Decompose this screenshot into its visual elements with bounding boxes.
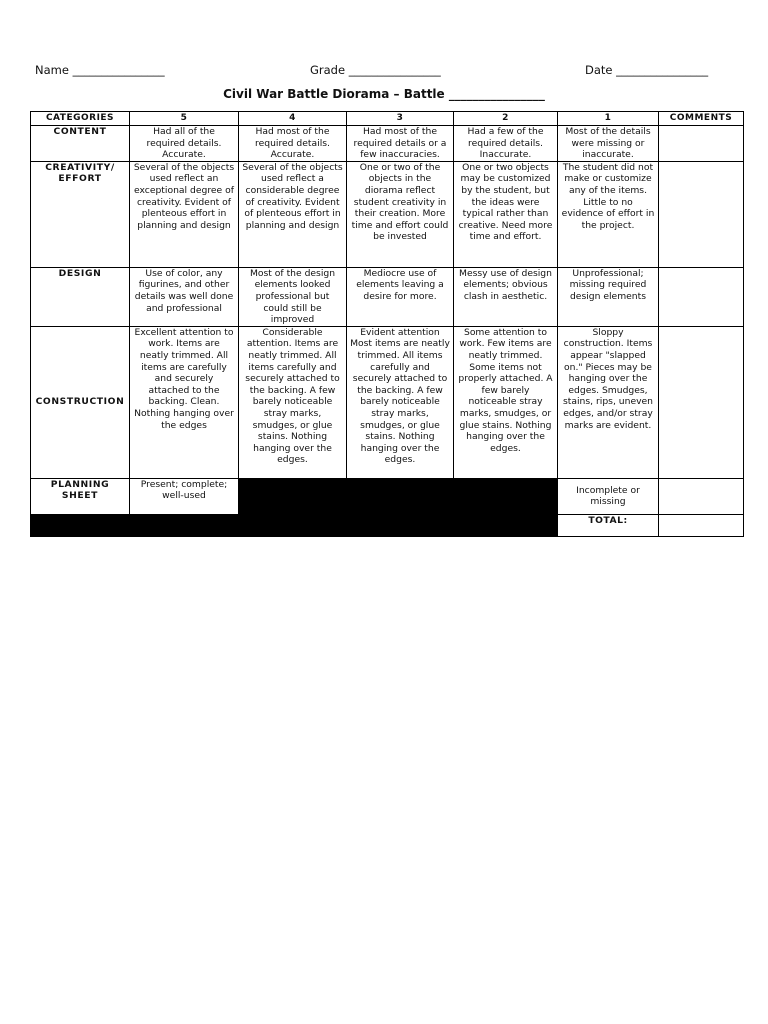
design-score-5: Use of color, any figurines, and other details was well done and professional	[130, 267, 239, 326]
header-categories: CATEGORIES	[31, 112, 130, 126]
planning-score-1: Incomplete or missing	[558, 478, 659, 514]
construction-score-3: Evident attention Most items are neatly trimmed. All items carefully and securely attached to the backing. A few barely noticeable stray marks, smudges, or glue stains. Nothing hanging over the edges.	[347, 326, 454, 478]
design-score-4: Most of the design elements looked professional but could still be improved	[239, 267, 347, 326]
construction-score-2: Some attention to work. Few items are neatly trimmed. Some items not properly attached. A few barely noticeable stray marks, smudges, or glue stains. Nothing hanging over the edges.	[454, 326, 558, 478]
content-score-5: Had all of the required details. Accurate.	[130, 126, 239, 162]
construction-score-5: Excellent attention to work. Items are neatly trimmed. All items are carefully and securely attached to the backing. Clean. Nothing hanging over the edges	[130, 326, 239, 478]
table-row-construction	[31, 326, 744, 478]
content-score-1: Most of the details were missing or inaccurate.	[558, 126, 659, 162]
construction-comments[interactable]	[659, 326, 744, 478]
design-score-1: Unprofessional; missing required design elements	[558, 267, 659, 326]
header-row	[31, 112, 744, 126]
table-row-content	[31, 126, 744, 162]
creativity-score-4: Several of the objects used reflect a considerable degree of creativity. Evident of plenteous effort in planning and design	[239, 161, 347, 267]
creativity-score-3: One or two of the objects in the diorama reflect student creativity in their creation. More time and effort could be invested	[347, 161, 454, 267]
header-score-1: 1	[558, 112, 659, 126]
header-score-2: 2	[454, 112, 558, 126]
header-score-3: 3	[347, 112, 454, 126]
creativity-comments[interactable]	[659, 161, 744, 267]
header-comments: COMMENTS	[659, 112, 744, 126]
category-construction: CONSTRUCTION	[31, 326, 130, 478]
rubric-table	[30, 111, 744, 537]
grade-field-label: Grade ________________	[310, 63, 441, 77]
creativity-score-1: The student did not make or customize any of the items. Little to no evidence of effort in the project.	[558, 161, 659, 267]
category-creativity: CREATIVITY/ EFFORT	[31, 161, 130, 267]
planning-score-5: Present; complete; well-used	[130, 478, 239, 514]
planning-blacked-out	[239, 478, 558, 514]
total-value[interactable]	[659, 514, 744, 536]
category-design: DESIGN	[31, 267, 130, 326]
header-score-5: 5	[130, 112, 239, 126]
content-score-2: Had a few of the required details. Inaccurate.	[454, 126, 558, 162]
content-score-3: Had most of the required details or a few inaccuracies.	[347, 126, 454, 162]
table-row-design	[31, 267, 744, 326]
construction-score-1: Sloppy construction. Items appear "slapped on." Pieces may be hanging over the edges. Smudges, stains, rips, uneven edges, and/or stray marks are evident.	[558, 326, 659, 478]
creativity-score-5: Several of the objects used reflect an exceptional degree of creativity. Evident of plenteous effort in planning and design	[130, 161, 239, 267]
table-row-creativity	[31, 161, 744, 267]
date-field-label: Date ________________	[585, 63, 709, 77]
creativity-score-2: One or two objects may be customized by the student, but the ideas were typical rather than creative. Need more time and effort.	[454, 161, 558, 267]
category-content: CONTENT	[31, 126, 130, 162]
content-comments[interactable]	[659, 126, 744, 162]
header-score-4: 4	[239, 112, 347, 126]
page-title: Civil War Battle Diorama – Battle ________________	[223, 87, 545, 101]
table-row-total	[31, 514, 744, 536]
total-label: TOTAL:	[558, 514, 659, 536]
design-score-3: Mediocre use of elements leaving a desire for more.	[347, 267, 454, 326]
name-field-label: Name ________________	[35, 63, 165, 77]
design-score-2: Messy use of design elements; obvious clash in aesthetic.	[454, 267, 558, 326]
total-blacked-out	[31, 514, 558, 536]
construction-score-4: Considerable attention. Items are neatly trimmed. All items carefully and securely attached to the backing. A few barely noticeable stray marks, smudges, or glue stains. Nothing hanging over the edges.	[239, 326, 347, 478]
content-score-4: Had most of the required details. Accurate.	[239, 126, 347, 162]
category-planning: PLANNING SHEET	[31, 478, 130, 514]
planning-comments[interactable]	[659, 478, 744, 514]
design-comments[interactable]	[659, 267, 744, 326]
table-row-planning	[31, 478, 744, 514]
